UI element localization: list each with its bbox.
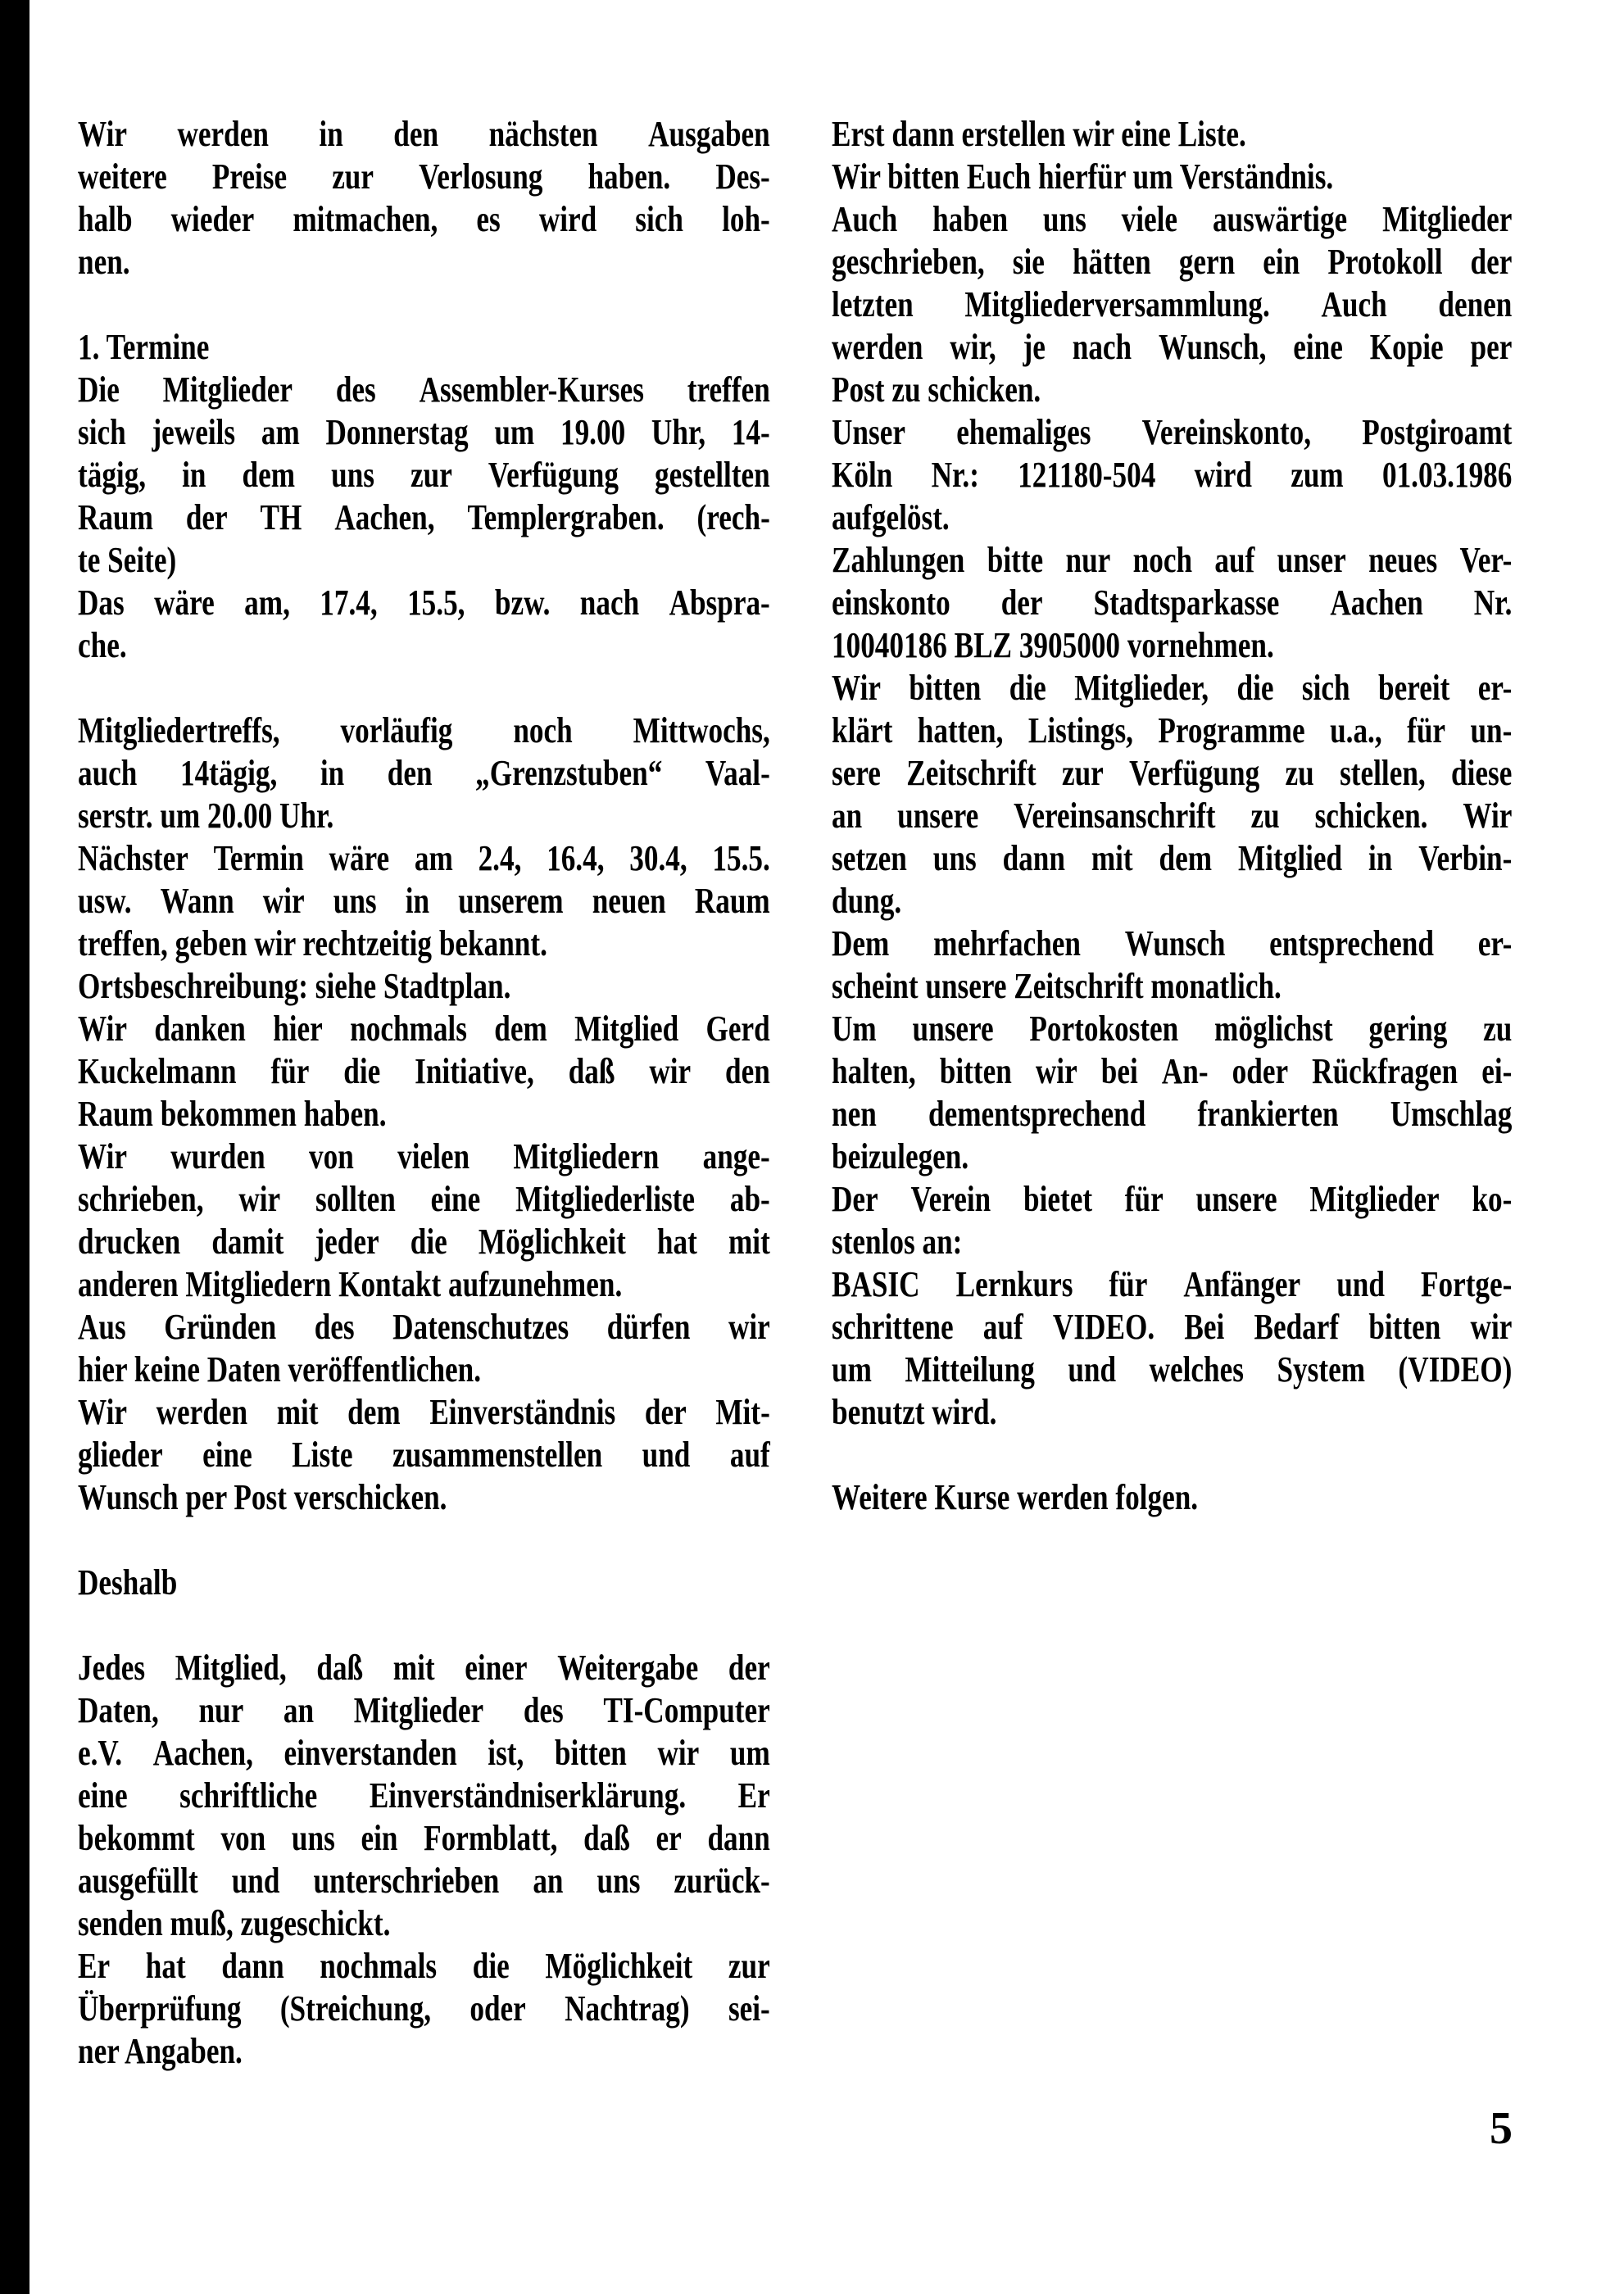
text-line: stenlos an: (832, 1222, 963, 1262)
scan-edge-artifact (0, 0, 29, 2294)
paragraph (832, 156, 1512, 198)
text-line: Erst dann erstellen wir eine Liste. (832, 114, 1246, 154)
text-line: schrieben, wir sollten eine Mitgliederliste ab- (78, 1179, 770, 1219)
paragraph (78, 369, 770, 582)
paragraph (78, 1647, 770, 1945)
paragraph (78, 582, 770, 667)
text-line: Wir werden in den nächsten Ausgaben (78, 114, 770, 154)
text-line: Das wäre am, 17.4, 15.5, bzw. nach Abspra- (78, 583, 770, 623)
text-line: an unsere Vereinsanschrift zu schicken. Wir (832, 796, 1513, 836)
paragraph (832, 667, 1512, 923)
text-line: dung. (832, 881, 902, 921)
paragraph (832, 113, 1512, 156)
paragraph (78, 1136, 770, 1306)
text-column-left (78, 113, 770, 2073)
text-line: Auch haben uns viele auswärtige Mitglieder (832, 199, 1513, 239)
paragraph (832, 1476, 1512, 1519)
text-line: Kuckelmann für die Initiative, daß wir den (78, 1051, 770, 1091)
text-line: Wir bitten die Mitglieder, die sich bereit er- (832, 668, 1513, 708)
text-line: halten, bitten wir bei An- oder Rückfragen ei- (832, 1051, 1513, 1091)
text-line: Mitgliedertreffs, vorläufig noch Mittwochs, (78, 710, 770, 750)
text-line: Dem mehrfachen Wunsch entsprechend er- (832, 923, 1513, 963)
text-line: nen dementsprechend frankierten Umschlag (832, 1094, 1513, 1134)
text-line: Aus Gründen des Datenschutzes dürfen wir (78, 1307, 770, 1347)
paragraph (832, 1263, 1512, 1434)
text-line: e.V. Aachen, einverstanden ist, bitten wir um (78, 1733, 770, 1773)
paragraph (832, 1178, 1512, 1263)
text-line: Überprüfung (Streichung, oder Nachtrag) sei- (78, 1988, 770, 2029)
text-line: werden wir, je nach Wunsch, eine Kopie per (832, 327, 1513, 367)
page-number: 5 (1490, 2103, 1513, 2154)
text-line: um Mitteilung und welches System (VIDEO) (832, 1349, 1513, 1390)
text-line: treffen, geben wir rechtzeitig bekannt. (78, 923, 547, 963)
text-line: ausgefüllt und unterschrieben an uns zurück- (78, 1861, 770, 1901)
text-line: Der Verein bietet für unsere Mitglieder ko- (832, 1179, 1513, 1219)
text-line: BASIC Lernkurs für Anfänger und Fortge- (832, 1264, 1513, 1304)
text-line: te Seite) (78, 540, 177, 580)
text-line: sere Zeitschrift zur Verfügung zu stellen, diese (832, 753, 1513, 793)
text-line: Deshalb (78, 1562, 178, 1603)
text-line: anderen Mitgliedern Kontakt aufzunehmen. (78, 1264, 623, 1304)
text-line: Er hat dann nochmals die Möglichkeit zur (78, 1946, 770, 1986)
text-line: Unser ehemaliges Vereinskonto, Postgiroamt (832, 412, 1513, 452)
text-line: glieder eine Liste zusammenstellen und auf (78, 1435, 770, 1475)
text-line: Um unsere Portokosten möglichst gering zu (832, 1009, 1513, 1049)
text-line: drucken damit jeder die Möglichkeit hat mit (78, 1222, 770, 1262)
text-line: senden muß, zugeschickt. (78, 1903, 391, 1943)
text-line: Jedes Mitglied, daß mit einer Weitergabe der (78, 1648, 770, 1688)
text-line: che. (78, 625, 127, 665)
text-line: Wir wurden von vielen Mitgliedern ange- (78, 1136, 770, 1176)
text-line: auch 14tägig, in den „Grenzstuben“ Vaal- (78, 753, 770, 793)
text-line: Raum bekommen haben. (78, 1094, 387, 1134)
text-line: Daten, nur an Mitglieder des TI-Computer (78, 1690, 770, 1730)
text-line: Köln Nr.: 121180-504 wird zum 01.03.1986 (832, 455, 1513, 495)
text-line: bekommt von uns ein Formblatt, daß er dann (78, 1818, 770, 1858)
paragraph (78, 1562, 770, 1604)
text-line: Zahlungen bitte nur noch auf unser neues Ver- (832, 540, 1513, 580)
text-line: scheint unsere Zeitschrift monatlich. (832, 966, 1282, 1006)
paragraph (78, 1391, 770, 1519)
text-line: Weitere Kurse werden folgen. (832, 1477, 1199, 1517)
paragraph (78, 1008, 770, 1136)
text-line: aufgelöst. (832, 497, 950, 537)
paragraph (78, 113, 770, 283)
text-line: benutzt wird. (832, 1392, 997, 1432)
text-line: einskonto der Stadtsparkasse Aachen Nr. (832, 583, 1513, 623)
text-line: Die Mitglieder des Assembler-Kurses treffen (78, 369, 770, 410)
paragraph (78, 1945, 770, 2073)
text-line: Wunsch per Post verschicken. (78, 1477, 447, 1517)
paragraph (78, 710, 770, 837)
text-line: eine schriftliche Einverständniserklärung. Er (78, 1775, 770, 1816)
text-line: schrittene auf VIDEO. Bei Bedarf bitten wir (832, 1307, 1513, 1347)
paragraph (78, 1306, 770, 1391)
text-line: Ortsbeschreibung: siehe Stadtplan. (78, 966, 511, 1006)
paragraph (832, 411, 1512, 539)
text-line: 1. Termine (78, 327, 210, 367)
text-line: Post zu schicken. (832, 369, 1041, 410)
paragraph (78, 837, 770, 965)
paragraph (832, 198, 1512, 411)
text-line: setzen uns dann mit dem Mitglied in Verbin- (832, 838, 1513, 878)
paragraph (832, 1008, 1512, 1178)
paragraph (832, 923, 1512, 1008)
text-column-right (832, 113, 1512, 1519)
text-line: hier keine Daten veröffentlichen. (78, 1349, 482, 1390)
text-line: usw. Wann wir uns in unserem neuen Raum (78, 881, 770, 921)
text-line: 10040186 BLZ 3905000 vornehmen. (832, 625, 1274, 665)
text-line: Nächster Termin wäre am 2.4, 16.4, 30.4, 15.5. (78, 838, 770, 878)
text-line: sich jeweils am Donnerstag um 19.00 Uhr, 14- (78, 412, 770, 452)
text-line: nen. (78, 242, 130, 282)
text-line: letzten Mitgliederversammlung. Auch denen (832, 284, 1513, 324)
text-line: Wir bitten Euch hierfür um Verständnis. (832, 156, 1334, 197)
text-line: halb wieder mitmachen, es wird sich loh- (78, 199, 770, 239)
paragraph (78, 965, 770, 1008)
text-line: Wir werden mit dem Einverständnis der Mit- (78, 1392, 770, 1432)
text-line: Wir danken hier nochmals dem Mitglied Gerd (78, 1009, 770, 1049)
paragraph (78, 326, 770, 369)
text-line: beizulegen. (832, 1136, 969, 1176)
text-line: tägig, in dem uns zur Verfügung gestellten (78, 455, 770, 495)
paragraph (832, 539, 1512, 667)
text-line: weitere Preise zur Verlosung haben. Des- (78, 156, 770, 197)
text-line: klärt hatten, Listings, Programme u.a., für un- (832, 710, 1513, 750)
text-line: geschrieben, sie hätten gern ein Protokoll der (832, 242, 1513, 282)
text-line: serstr. um 20.00 Uhr. (78, 796, 334, 836)
text-line: Raum der TH Aachen, Templergraben. (rech- (78, 497, 770, 537)
text-line: ner Angaben. (78, 2031, 243, 2071)
